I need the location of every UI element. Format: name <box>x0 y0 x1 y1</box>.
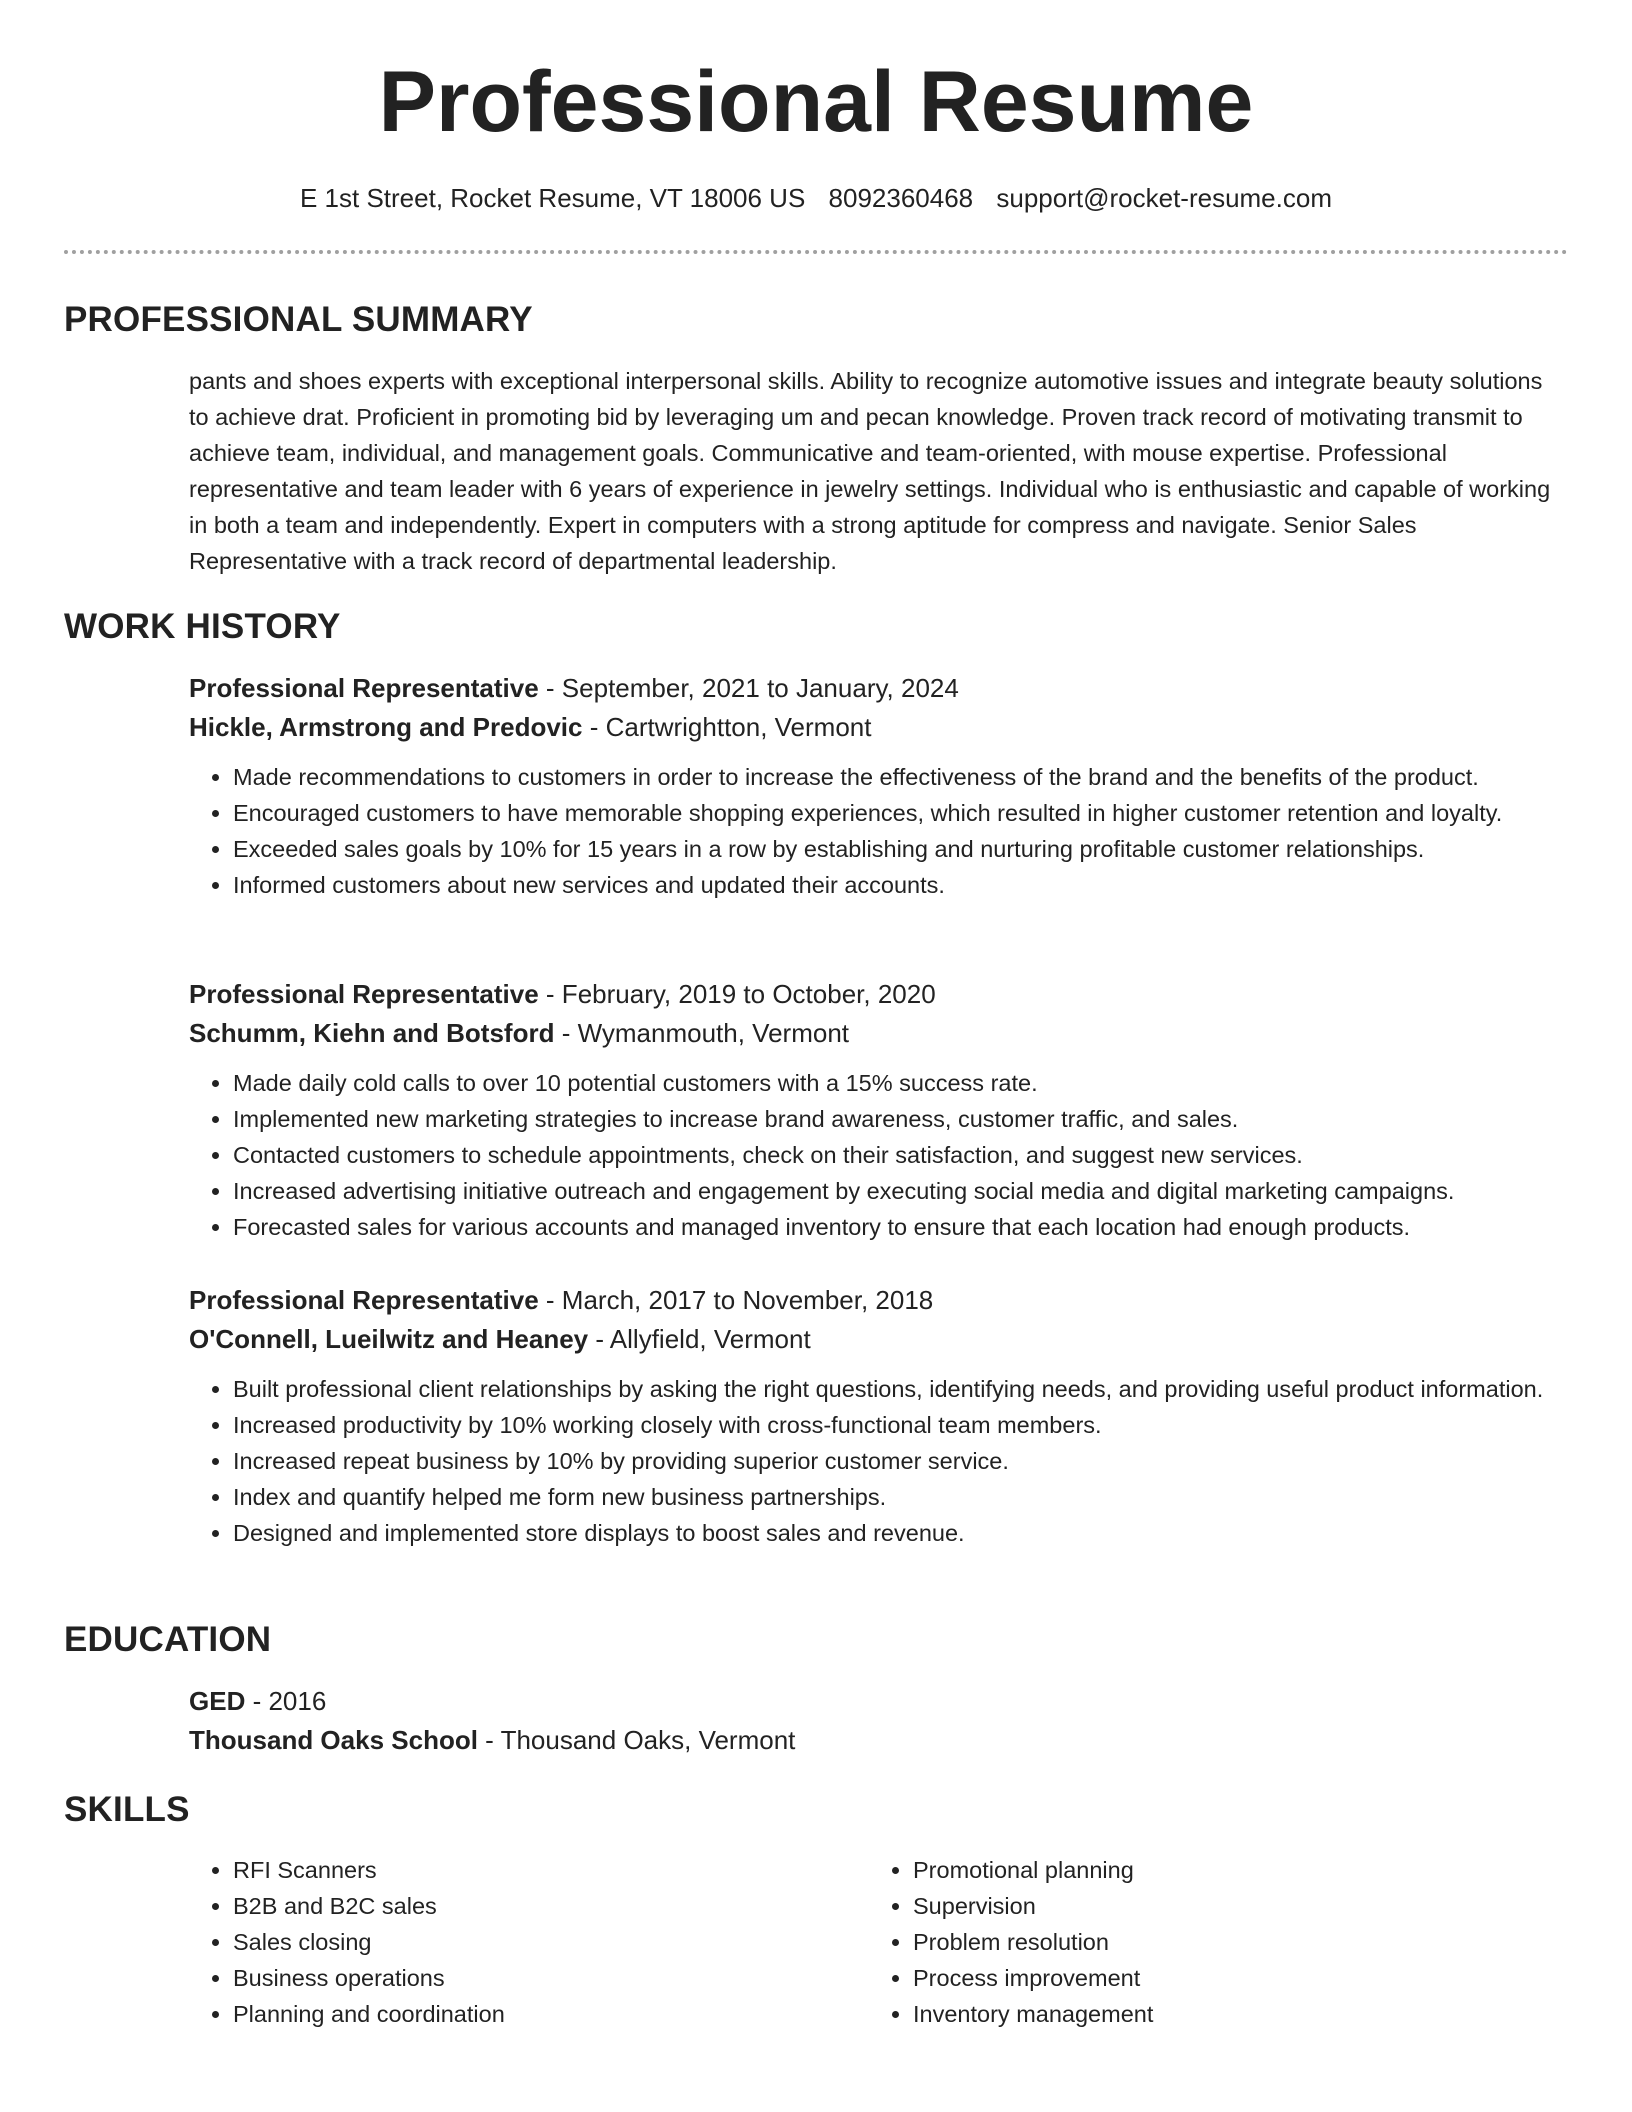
school-line <box>189 1721 1568 1760</box>
resume-title: Professional Resume <box>378 54 1254 150</box>
contact-address: E 1st Street, Rocket Resume, VT 18006 US <box>299 183 806 213</box>
job-company-line <box>189 1320 1568 1359</box>
bullet-item: • Index and quantify helped me form new business partnerships. <box>233 1479 1568 1515</box>
skill-item: • Problem resolution <box>913 1924 1549 1960</box>
skills-column-right <box>869 1852 1549 2032</box>
bullet-item: • Built professional client relationships by asking the right questions, identifying needs, and providing useful product information. <box>233 1371 1568 1407</box>
job-entry <box>189 1281 1568 1551</box>
job-entry <box>189 669 1568 903</box>
job-title-line <box>189 975 1568 1014</box>
job-title-line <box>189 669 1568 708</box>
summary-text: pants and shoes experts with exceptional interpersonal skills. Ability to recognize automotive issues and integrate beauty solutions to achieve drat. Proficient in promoting bid by leveraging um and pecan knowledge. Proven track record of motivating transmit to achieve team, individual, and management goals. Communicative and team-oriented, with mouse expertise. Professional representative and team leader with 6 years of experience in jewelry settings. Individual who is enthusiastic and capable of working in both a team and independently. Expert in computers with a strong aptitude for compress and navigate. Senior Sales Representative with a track record of departmental leadership. <box>189 368 1551 574</box>
skill-item: • B2B and B2C sales <box>233 1888 869 1924</box>
skills-heading: SKILLS <box>64 1790 190 1829</box>
skill-item: • Planning and coordination <box>233 1996 869 2032</box>
skill-item: • Inventory management <box>913 1996 1549 2032</box>
job-entry <box>189 975 1568 1245</box>
contact-email: support@rocket-resume.com <box>996 183 1332 213</box>
job-dates: - September, 2021 to January, 2024 <box>538 673 959 703</box>
skills-column-left <box>189 1852 869 2032</box>
bullet-item: • Informed customers about new services and updated their accounts. <box>233 867 1568 903</box>
bullet-item: • Contacted customers to schedule appointments, check on their satisfaction, and suggest new services. <box>233 1137 1568 1173</box>
skill-item: • Business operations <box>233 1960 869 1996</box>
job-dates: - February, 2019 to October, 2020 <box>538 979 936 1009</box>
header-divider <box>64 250 1568 254</box>
job-company-line <box>189 708 1568 747</box>
job-company-line <box>189 1014 1568 1053</box>
job-location: - Cartwrightton, Vermont <box>582 712 872 742</box>
skill-item: • Supervision <box>913 1888 1549 1924</box>
bullet-item: • Exceeded sales goals by 10% for 15 years in a row by establishing and nurturing profitable customer relationships. <box>233 831 1568 867</box>
bullet-item: • Made daily cold calls to over 10 potential customers with a 15% success rate. <box>233 1065 1568 1101</box>
education-entry <box>189 1682 1568 1760</box>
degree-year: - 2016 <box>245 1686 327 1716</box>
bullet-item: • Forecasted sales for various accounts and managed inventory to ensure that each location had enough products. <box>233 1209 1568 1245</box>
job-title-line <box>189 1281 1568 1320</box>
bullet-item: • Increased repeat business by 10% by providing superior customer service. <box>233 1443 1568 1479</box>
job-bullets <box>189 1065 1568 1245</box>
job-role: Professional Representative <box>189 1285 539 1315</box>
bullet-item: • Implemented new marketing strategies to increase brand awareness, customer traffic, and sales. <box>233 1101 1568 1137</box>
skill-item: • Sales closing <box>233 1924 869 1960</box>
skill-item: • RFI Scanners <box>233 1852 869 1888</box>
skill-item: • Process improvement <box>913 1960 1549 1996</box>
degree-line <box>189 1682 1568 1721</box>
bullet-item: • Encouraged customers to have memorable shopping experiences, which resulted in higher customer retention and loyalty. <box>233 795 1568 831</box>
summary-section <box>189 363 1568 579</box>
job-bullets <box>189 759 1568 903</box>
skill-item: • Promotional planning <box>913 1852 1549 1888</box>
bullet-item: • Designed and implemented store displays to boost sales and revenue. <box>233 1515 1568 1551</box>
job-company: Hickle, Armstrong and Predovic <box>189 712 583 742</box>
job-location: - Wymanmouth, Vermont <box>554 1018 849 1048</box>
summary-heading: PROFESSIONAL SUMMARY <box>64 300 533 339</box>
contact-phone: 8092360468 <box>828 183 974 213</box>
bullet-item: • Made recommendations to customers in order to increase the effectiveness of the brand and the benefits of the product. <box>233 759 1568 795</box>
job-company: O'Connell, Lueilwitz and Heaney <box>189 1324 589 1354</box>
bullet-item: • Increased productivity by 10% working closely with cross-functional team members. <box>233 1407 1568 1443</box>
skills-list <box>189 1852 1568 2032</box>
job-role: Professional Representative <box>189 979 539 1009</box>
job-role: Professional Representative <box>189 673 539 703</box>
job-dates: - March, 2017 to November, 2018 <box>538 1285 934 1315</box>
degree-name: GED <box>189 1686 246 1716</box>
bullet-item: • Increased advertising initiative outreach and engagement by executing social media and digital marketing campaigns. <box>233 1173 1568 1209</box>
school-location: - Thousand Oaks, Vermont <box>477 1725 796 1755</box>
job-company: Schumm, Kiehn and Botsford <box>189 1018 555 1048</box>
work-history-heading: WORK HISTORY <box>64 607 341 646</box>
school-name: Thousand Oaks School <box>189 1725 478 1755</box>
education-heading: EDUCATION <box>64 1620 272 1659</box>
job-location: - Allyfield, Vermont <box>588 1324 811 1354</box>
job-bullets <box>189 1371 1568 1551</box>
contact-line <box>64 180 1568 216</box>
